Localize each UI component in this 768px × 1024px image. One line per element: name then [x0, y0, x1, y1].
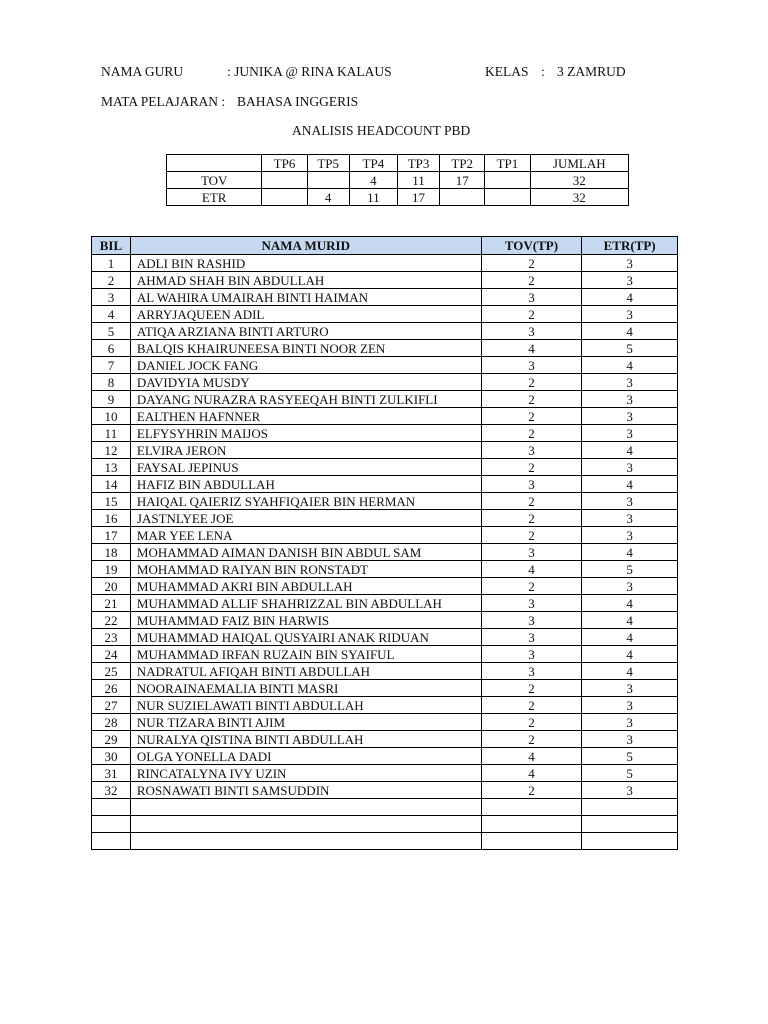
etr-score: 3 [582, 255, 678, 272]
student-name: ROSNAWATI BINTI SAMSUDDIN [130, 782, 481, 799]
row-number: 16 [92, 510, 131, 527]
row-number: 26 [92, 680, 131, 697]
table-row [92, 340, 678, 357]
etr-score: 4 [582, 646, 678, 663]
tov-score: 3 [481, 289, 582, 306]
table-row [92, 816, 678, 833]
student-name: ELFYSYHRIN MAIJOS [130, 425, 481, 442]
tov-score: 2 [481, 493, 582, 510]
row-number: 6 [92, 340, 131, 357]
summary-column-header: TP1 [485, 155, 530, 172]
etr-score: 3 [582, 731, 678, 748]
etr-score: 3 [582, 374, 678, 391]
tov-score: 4 [481, 561, 582, 578]
page-title: ANALISIS HEADCOUNT PBD [292, 123, 471, 138]
row-number: 15 [92, 493, 131, 510]
table-row [92, 663, 678, 680]
row-number: 30 [92, 748, 131, 765]
student-name: NUR TIZARA BINTI AJIM [130, 714, 481, 731]
row-number: 23 [92, 629, 131, 646]
etr-score: 3 [582, 578, 678, 595]
summary-row [167, 172, 629, 189]
summary-column-header [167, 155, 262, 172]
tov-score: 2 [481, 782, 582, 799]
row-number: 11 [92, 425, 131, 442]
etr-score: 3 [582, 714, 678, 731]
student-name: DAVIDYIA MUSDY [130, 374, 481, 391]
etr-score: 3 [582, 510, 678, 527]
student-name: MAR YEE LENA [130, 527, 481, 544]
table-row [92, 408, 678, 425]
row-number: 9 [92, 391, 131, 408]
headcount-summary-table [166, 154, 629, 206]
summary-cell: 11 [349, 189, 397, 206]
student-name: NUR SUZIELAWATI BINTI ABDULLAH [130, 697, 481, 714]
tov-score [481, 816, 582, 833]
teacher-name: : JUNIKA @ RINA KALAUS [227, 64, 392, 79]
student-name: AL WAHIRA UMAIRAH BINTI HAIMAN [130, 289, 481, 306]
tov-score: 2 [481, 714, 582, 731]
etr-score: 4 [582, 476, 678, 493]
summary-cell: 11 [397, 172, 439, 189]
table-row [92, 255, 678, 272]
summary-column-header: TP6 [262, 155, 307, 172]
tov-score: 3 [481, 595, 582, 612]
student-name: RINCATALYNA IVY UZIN [130, 765, 481, 782]
table-row [92, 289, 678, 306]
student-table-header [92, 237, 678, 255]
summary-column-header: TP3 [397, 155, 439, 172]
student-name: DAYANG NURAZRA RASYEEQAH BINTI ZULKIFLI [130, 391, 481, 408]
row-number: 18 [92, 544, 131, 561]
etr-score: 4 [582, 629, 678, 646]
summary-cell [262, 172, 307, 189]
etr-score: 4 [582, 612, 678, 629]
row-number: 7 [92, 357, 131, 374]
student-name: DANIEL JOCK FANG [130, 357, 481, 374]
subject-label: MATA PELAJARAN : [101, 94, 226, 109]
column-header: BIL [92, 237, 131, 255]
etr-score: 5 [582, 765, 678, 782]
table-row [92, 306, 678, 323]
table-row [92, 714, 678, 731]
student-name: BALQIS KHAIRUNEESA BINTI NOOR ZEN [130, 340, 481, 357]
table-row [92, 782, 678, 799]
etr-score: 3 [582, 306, 678, 323]
tov-score [481, 833, 582, 850]
summary-cell: 17 [397, 189, 439, 206]
student-name: ADLI BIN RASHID [130, 255, 481, 272]
student-name: AHMAD SHAH BIN ABDULLAH [130, 272, 481, 289]
row-number: 19 [92, 561, 131, 578]
table-row [92, 527, 678, 544]
summary-cell [440, 189, 485, 206]
student-name: NOORAINAEMALIA BINTI MASRI [130, 680, 481, 697]
etr-score: 4 [582, 663, 678, 680]
summary-row-label: ETR [167, 189, 262, 206]
row-number: 8 [92, 374, 131, 391]
summary-cell [485, 172, 530, 189]
etr-score: 3 [582, 459, 678, 476]
summary-row-label: TOV [167, 172, 262, 189]
student-name: MOHAMMAD AIMAN DANISH BIN ABDUL SAM [130, 544, 481, 561]
student-name: MUHAMMAD HAIQAL QUSYAIRI ANAK RIDUAN [130, 629, 481, 646]
etr-score: 4 [582, 595, 678, 612]
tov-score: 2 [481, 306, 582, 323]
row-number: 4 [92, 306, 131, 323]
subject-name: BAHASA INGGERIS [237, 94, 359, 109]
tov-score: 4 [481, 748, 582, 765]
row-number: 10 [92, 408, 131, 425]
summary-cell [262, 189, 307, 206]
tov-score: 3 [481, 323, 582, 340]
table-row [92, 561, 678, 578]
row-number: 12 [92, 442, 131, 459]
table-row [92, 765, 678, 782]
etr-score: 4 [582, 357, 678, 374]
teacher-label: NAMA GURU [101, 64, 184, 79]
tov-score: 2 [481, 680, 582, 697]
class-label: KELAS [485, 64, 529, 79]
column-header: TOV(TP) [481, 237, 582, 255]
etr-score: 3 [582, 782, 678, 799]
tov-score: 3 [481, 646, 582, 663]
table-row [92, 493, 678, 510]
table-row [92, 612, 678, 629]
etr-score: 3 [582, 391, 678, 408]
tov-score: 4 [481, 765, 582, 782]
summary-row [167, 189, 629, 206]
table-row [92, 510, 678, 527]
row-number: 25 [92, 663, 131, 680]
tov-score: 2 [481, 425, 582, 442]
etr-score: 4 [582, 323, 678, 340]
etr-score: 3 [582, 527, 678, 544]
row-number: 1 [92, 255, 131, 272]
tov-score: 2 [481, 374, 582, 391]
student-name: ARRYJAQUEEN ADIL [130, 306, 481, 323]
student-name: JASTNLYEE JOE [130, 510, 481, 527]
student-name: EALTHEN HAFNNER [130, 408, 481, 425]
summary-column-header: JUMLAH [530, 155, 628, 172]
row-number: 32 [92, 782, 131, 799]
student-name: HAFIZ BIN ABDULLAH [130, 476, 481, 493]
tov-score: 3 [481, 629, 582, 646]
tov-score: 2 [481, 527, 582, 544]
etr-score: 3 [582, 680, 678, 697]
row-number [92, 833, 131, 850]
summary-cell: 4 [307, 189, 349, 206]
tov-score [481, 799, 582, 816]
row-number: 5 [92, 323, 131, 340]
table-row [92, 459, 678, 476]
tov-score: 3 [481, 476, 582, 493]
student-name [130, 816, 481, 833]
row-number: 3 [92, 289, 131, 306]
table-row [92, 748, 678, 765]
table-row [92, 680, 678, 697]
student-name [130, 799, 481, 816]
summary-column-header: TP5 [307, 155, 349, 172]
summary-header-row [167, 155, 629, 172]
table-row [92, 833, 678, 850]
etr-score: 3 [582, 493, 678, 510]
student-name: MOHAMMAD RAIYAN BIN RONSTADT [130, 561, 481, 578]
tov-score: 3 [481, 612, 582, 629]
student-name: MUHAMMAD ALLIF SHAHRIZZAL BIN ABDULLAH [130, 595, 481, 612]
student-name [130, 833, 481, 850]
table-row [92, 578, 678, 595]
table-row [92, 357, 678, 374]
tov-score: 3 [481, 663, 582, 680]
tov-score: 2 [481, 272, 582, 289]
row-number: 14 [92, 476, 131, 493]
table-row [92, 442, 678, 459]
row-number: 29 [92, 731, 131, 748]
row-number: 2 [92, 272, 131, 289]
etr-score: 3 [582, 408, 678, 425]
row-number: 22 [92, 612, 131, 629]
etr-score: 3 [582, 272, 678, 289]
row-number: 31 [92, 765, 131, 782]
tov-score: 3 [481, 442, 582, 459]
table-row [92, 544, 678, 561]
student-name: MUHAMMAD IRFAN RUZAIN BIN SYAIFUL [130, 646, 481, 663]
table-row [92, 476, 678, 493]
tov-score: 2 [481, 578, 582, 595]
row-number [92, 816, 131, 833]
row-number: 27 [92, 697, 131, 714]
row-number: 17 [92, 527, 131, 544]
row-number [92, 799, 131, 816]
table-row [92, 629, 678, 646]
tov-score: 3 [481, 357, 582, 374]
etr-score: 4 [582, 544, 678, 561]
summary-column-header: TP4 [349, 155, 397, 172]
row-number: 28 [92, 714, 131, 731]
student-name: MUHAMMAD FAIZ BIN HARWIS [130, 612, 481, 629]
column-header: NAMA MURID [130, 237, 481, 255]
summary-column-header: TP2 [440, 155, 485, 172]
etr-score: 5 [582, 340, 678, 357]
student-name: FAYSAL JEPINUS [130, 459, 481, 476]
tov-score: 2 [481, 697, 582, 714]
tov-score: 2 [481, 391, 582, 408]
etr-score [582, 833, 678, 850]
student-table [91, 236, 678, 850]
table-row [92, 799, 678, 816]
class-separator: : [541, 64, 545, 79]
tov-score: 2 [481, 255, 582, 272]
summary-cell: 17 [440, 172, 485, 189]
summary-cell: 4 [349, 172, 397, 189]
column-header: ETR(TP) [582, 237, 678, 255]
summary-cell: 32 [530, 189, 628, 206]
etr-score: 3 [582, 425, 678, 442]
etr-score: 3 [582, 697, 678, 714]
student-name: ATIQA ARZIANA BINTI ARTURO [130, 323, 481, 340]
table-row [92, 391, 678, 408]
student-name: ELVIRA JERON [130, 442, 481, 459]
table-row [92, 374, 678, 391]
table-row [92, 272, 678, 289]
summary-cell: 32 [530, 172, 628, 189]
table-row [92, 595, 678, 612]
row-number: 20 [92, 578, 131, 595]
etr-score: 5 [582, 561, 678, 578]
tov-score: 4 [481, 340, 582, 357]
table-row [92, 323, 678, 340]
table-row [92, 646, 678, 663]
student-name: OLGA YONELLA DADI [130, 748, 481, 765]
etr-score [582, 816, 678, 833]
row-number: 24 [92, 646, 131, 663]
table-row [92, 425, 678, 442]
row-number: 21 [92, 595, 131, 612]
table-row [92, 731, 678, 748]
etr-score: 4 [582, 289, 678, 306]
student-name: HAIQAL QAIERIZ SYAHFIQAIER BIN HERMAN [130, 493, 481, 510]
etr-score: 5 [582, 748, 678, 765]
tov-score: 2 [481, 510, 582, 527]
etr-score [582, 799, 678, 816]
summary-cell [307, 172, 349, 189]
row-number: 13 [92, 459, 131, 476]
class-name: 3 ZAMRUD [557, 64, 626, 79]
table-row [92, 697, 678, 714]
etr-score: 4 [582, 442, 678, 459]
tov-score: 2 [481, 408, 582, 425]
student-name: MUHAMMAD AKRI BIN ABDULLAH [130, 578, 481, 595]
tov-score: 2 [481, 731, 582, 748]
student-name: NURALYA QISTINA BINTI ABDULLAH [130, 731, 481, 748]
student-name: NADRATUL AFIQAH BINTI ABDULLAH [130, 663, 481, 680]
tov-score: 2 [481, 459, 582, 476]
summary-cell [485, 189, 530, 206]
tov-score: 3 [481, 544, 582, 561]
